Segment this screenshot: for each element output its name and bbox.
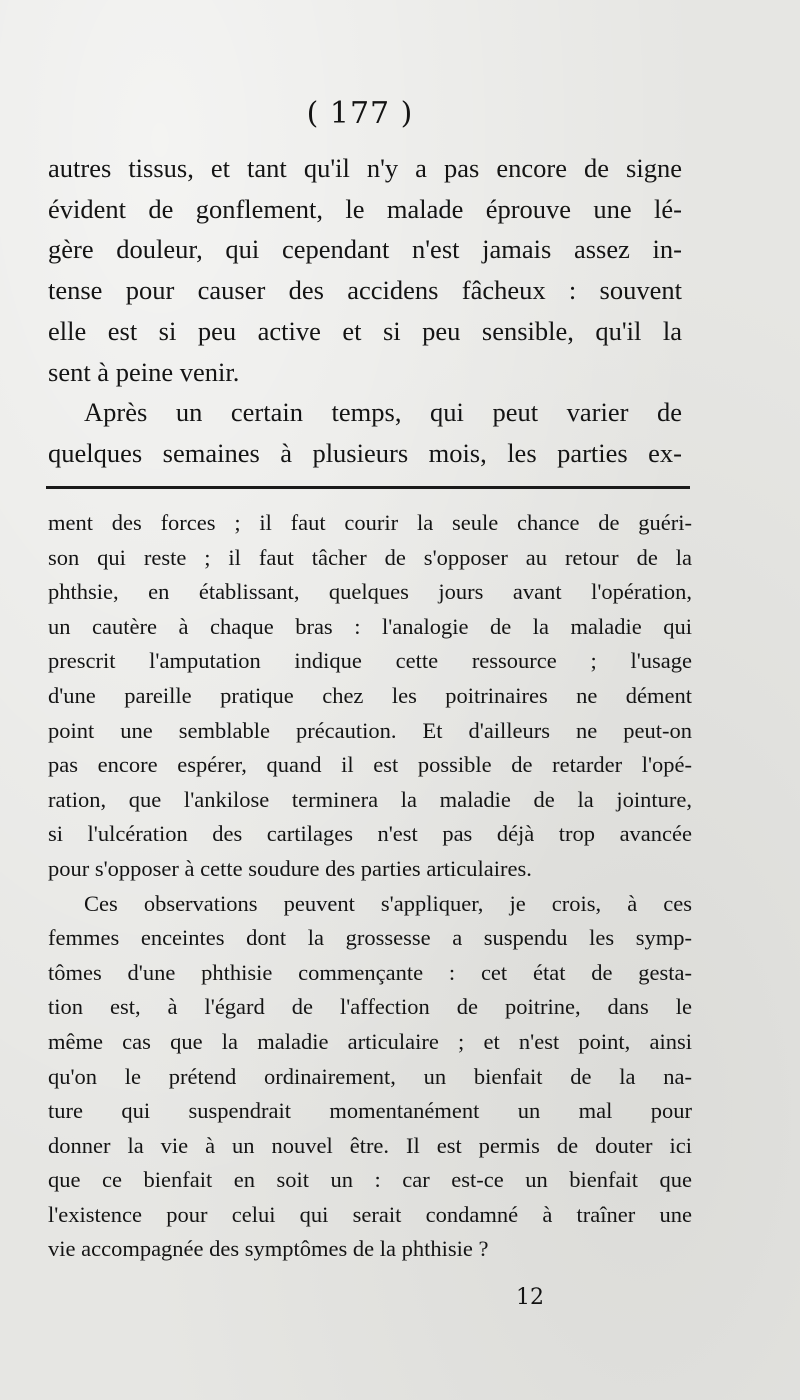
main-line: sent à peine venir. xyxy=(48,356,240,387)
footnote-line: point une semblable précaution. Et d'ailleurs ne peut-on xyxy=(48,717,692,743)
main-line: elle est si peu active et si peu sensible, qu'il la xyxy=(48,315,682,346)
main-line: Après un certain temps, qui peut varier de xyxy=(84,397,682,428)
footnote-line: phthsie, en établissant, quelques jours avant l'opération, xyxy=(48,579,692,605)
footnote-line: que ce bienfait en soit un : car est-ce un bienfait que xyxy=(48,1167,692,1193)
footnote-line: d'une pareille pratique chez les poitrinaires ne dément xyxy=(48,682,692,708)
footnote-line: ture qui suspendrait momentanément un mal pour xyxy=(48,1098,692,1124)
main-line: tense pour causer des accidens fâcheux : souvent xyxy=(48,275,682,306)
main-line: évident de gonflement, le malade éprouve une lé- xyxy=(48,193,682,224)
main-line: autres tissus, et tant qu'il n'y a pas encore de signe xyxy=(48,153,682,183)
signature-mark: 12 xyxy=(516,1285,544,1310)
footnote-line: si l'ulcération des cartilages n'est pas déjà trop avancée xyxy=(48,821,692,847)
footnote-line: donner la vie à un nouvel être. Il est permis de douter ici xyxy=(48,1132,692,1158)
footnote-line: un cautère à chaque bras : l'analogie de la maladie qui xyxy=(48,613,692,639)
footnote-divider xyxy=(46,486,690,489)
footnote-line: Ces observations peuvent s'appliquer, je crois, à ces xyxy=(84,890,692,916)
main-line: quelques semaines à plusieurs mois, les parties ex- xyxy=(48,437,682,468)
footnote-text-block xyxy=(48,506,692,1267)
footnote-line: l'existence pour celui qui serait condamné à traîner une xyxy=(48,1201,692,1227)
footnote-line: même cas que la maladie articulaire ; et n'est point, ainsi xyxy=(48,1028,692,1054)
footnote-line: vie accompagnée des symptômes de la phthisie ? xyxy=(48,1236,489,1262)
footnote-line: qu'on le prétend ordinairement, un bienfait de la na- xyxy=(48,1063,692,1089)
footnote-line: ration, que l'ankilose terminera la maladie de la jointure, xyxy=(48,786,692,812)
footnote-line: pas encore espérer, quand il est possible de retarder l'opé- xyxy=(48,752,692,778)
footnote-line: son qui reste ; il faut tâcher de s'opposer au retour de la xyxy=(48,544,692,570)
footnote-line: pour s'opposer à cette soudure des parties articulaires. xyxy=(48,855,532,881)
page-number: ( 177 ) xyxy=(306,96,414,131)
footnote-line: femmes enceintes dont la grossesse a suspendu les symp- xyxy=(48,925,692,951)
footnote-line: ment des forces ; il faut courir la seule chance de guéri- xyxy=(48,510,692,535)
main-text-block xyxy=(48,148,682,474)
footnote-line: tion est, à l'égard de l'affection de poitrine, dans le xyxy=(48,994,692,1020)
footnote-line: prescrit l'amputation indique cette ressource ; l'usage xyxy=(48,648,692,674)
footnote-line: tômes d'une phthisie commençante : cet état de gesta- xyxy=(48,959,692,985)
main-line: gère douleur, qui cependant n'est jamais assez in- xyxy=(48,234,682,265)
